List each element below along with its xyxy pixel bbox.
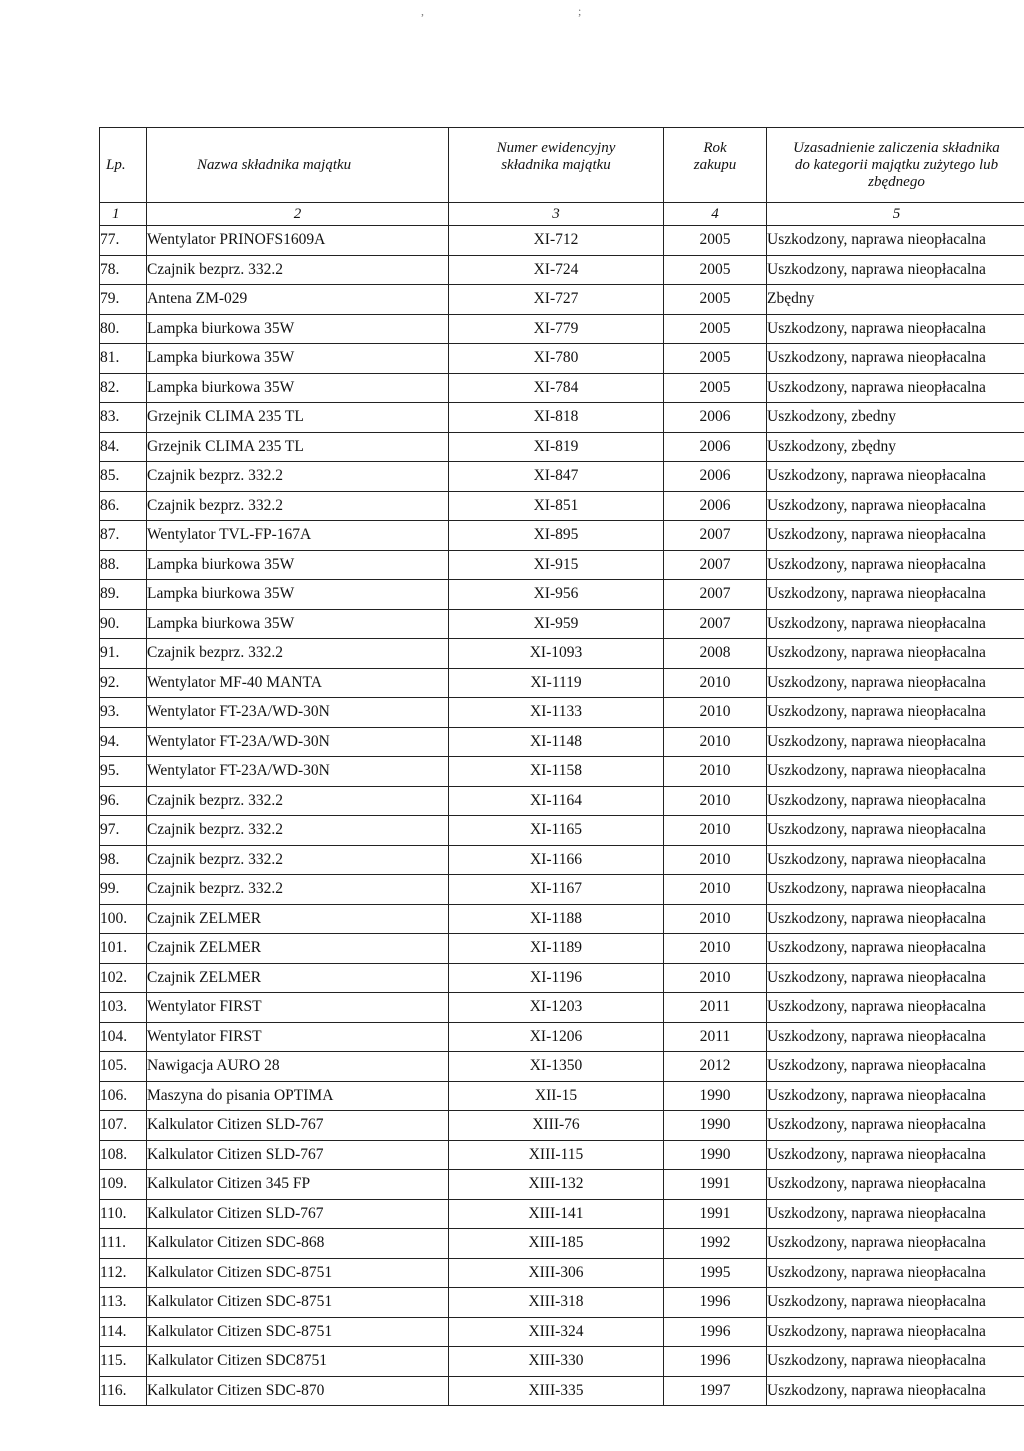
cell-year: 2010 [664,934,767,964]
cell-id: XIII-185 [449,1229,664,1259]
column-number: 3 [449,203,664,226]
cell-name: Wentylator FT-23A/WD-30N [147,757,449,787]
cell-id: XI-1206 [449,1022,664,1052]
cell-name: Lampka biurkowa 35W [147,550,449,580]
cell-id: XI-959 [449,609,664,639]
cell-name: Kalkulator Citizen SDC-870 [147,1376,449,1406]
cell-name: Czajnik bezprz. 332.2 [147,845,449,875]
cell-id: XI-851 [449,491,664,521]
cell-year: 2005 [664,226,767,256]
table-header-row [100,128,1024,203]
cell-reason: Uszkodzony, naprawa nieopłacalna [767,668,1024,698]
cell-name: Lampka biurkowa 35W [147,314,449,344]
cell-lp: 95. [100,757,147,787]
cell-lp: 111. [100,1229,147,1259]
cell-reason: Uszkodzony, naprawa nieopłacalna [767,845,1024,875]
table-row [100,668,1024,698]
table-row [100,963,1024,993]
cell-year: 1991 [664,1170,767,1200]
header-reason-line3: zbędnego [868,173,925,190]
cell-name: Czajnik bezprz. 332.2 [147,462,449,492]
cell-id: XI-724 [449,255,664,285]
table-row [100,285,1024,315]
table-row [100,1288,1024,1318]
cell-year: 2006 [664,403,767,433]
cell-id: XI-779 [449,314,664,344]
cell-lp: 90. [100,609,147,639]
cell-lp: 104. [100,1022,147,1052]
cell-year: 1997 [664,1376,767,1406]
cell-name: Kalkulator Citizen SDC-868 [147,1229,449,1259]
cell-lp: 86. [100,491,147,521]
cell-lp: 91. [100,639,147,669]
table-row [100,993,1024,1023]
cell-year: 2010 [664,816,767,846]
cell-name: Nawigacja AURO 28 [147,1052,449,1082]
cell-reason: Uszkodzony, naprawa nieopłacalna [767,550,1024,580]
header-id-line1: Numer ewidencyjny [496,139,616,156]
column-number: 4 [664,203,767,226]
cell-id: XI-915 [449,550,664,580]
table-row [100,727,1024,757]
table-row [100,521,1024,551]
cell-name: Kalkulator Citizen SLD-767 [147,1199,449,1229]
cell-reason: Uszkodzony, naprawa nieopłacalna [767,1199,1024,1229]
table-row [100,1258,1024,1288]
cell-year: 2007 [664,550,767,580]
cell-reason: Uszkodzony, naprawa nieopłacalna [767,1288,1024,1318]
table-row [100,1170,1024,1200]
cell-lp: 96. [100,786,147,816]
cell-id: XIII-324 [449,1317,664,1347]
cell-lp: 99. [100,875,147,905]
cell-year: 2010 [664,904,767,934]
cell-name: Kalkulator Citizen SDC-8751 [147,1258,449,1288]
cell-lp: 78. [100,255,147,285]
cell-reason: Uszkodzony, naprawa nieopłacalna [767,875,1024,905]
cell-lp: 107. [100,1111,147,1141]
cell-name: Czajnik bezprz. 332.2 [147,255,449,285]
cell-lp: 101. [100,934,147,964]
table-row [100,226,1024,256]
cell-lp: 92. [100,668,147,698]
cell-id: XI-1119 [449,668,664,698]
cell-name: Lampka biurkowa 35W [147,609,449,639]
table-row [100,1199,1024,1229]
cell-lp: 77. [100,226,147,256]
cell-name: Wentylator FIRST [147,993,449,1023]
cell-name: Czajnik ZELMER [147,934,449,964]
cell-lp: 94. [100,727,147,757]
cell-lp: 93. [100,698,147,728]
cell-id: XIII-318 [449,1288,664,1318]
cell-name: Wentylator TVL-FP-167A [147,521,449,551]
cell-year: 2005 [664,344,767,374]
cell-year: 2010 [664,757,767,787]
cell-reason: Uszkodzony, naprawa nieopłacalna [767,314,1024,344]
cell-year: 2005 [664,314,767,344]
cell-id: XI-1188 [449,904,664,934]
page-mark: , [421,4,424,18]
table-row [100,1376,1024,1406]
cell-reason: Uszkodzony, naprawa nieopłacalna [767,580,1024,610]
cell-name: Czajnik bezprz. 332.2 [147,491,449,521]
asset-table [99,127,1024,1406]
cell-id: XI-1133 [449,698,664,728]
cell-reason: Uszkodzony, naprawa nieopłacalna [767,226,1024,256]
cell-id: XIII-132 [449,1170,664,1200]
cell-name: Lampka biurkowa 35W [147,580,449,610]
table-row [100,580,1024,610]
cell-lp: 112. [100,1258,147,1288]
cell-reason: Uszkodzony, naprawa nieopłacalna [767,639,1024,669]
cell-reason: Uszkodzony, naprawa nieopłacalna [767,934,1024,964]
cell-lp: 115. [100,1347,147,1377]
table-row [100,786,1024,816]
header-reason-line1: Uzasadnienie zaliczenia składnika [793,139,1000,156]
cell-id: XIII-306 [449,1258,664,1288]
cell-reason: Uszkodzony, naprawa nieopłacalna [767,491,1024,521]
page-mark: ; [578,4,582,18]
cell-lp: 87. [100,521,147,551]
column-number: 5 [767,203,1024,226]
cell-name: Kalkulator Citizen 345 FP [147,1170,449,1200]
header-id [449,128,664,203]
cell-lp: 85. [100,462,147,492]
cell-year: 2010 [664,875,767,905]
cell-lp: 82. [100,373,147,403]
cell-name: Czajnik bezprz. 332.2 [147,816,449,846]
cell-lp: 83. [100,403,147,433]
table-row [100,845,1024,875]
cell-reason: Uszkodzony, naprawa nieopłacalna [767,1052,1024,1082]
cell-id: XIII-335 [449,1376,664,1406]
cell-name: Kalkulator Citizen SDC-8751 [147,1317,449,1347]
table-row [100,1052,1024,1082]
cell-reason: Uszkodzony, naprawa nieopłacalna [767,816,1024,846]
cell-lp: 108. [100,1140,147,1170]
cell-name: Wentylator FT-23A/WD-30N [147,698,449,728]
cell-year: 2010 [664,963,767,993]
cell-id: XI-1165 [449,816,664,846]
cell-lp: 109. [100,1170,147,1200]
table-row [100,314,1024,344]
cell-name: Czajnik ZELMER [147,963,449,993]
cell-lp: 97. [100,816,147,846]
header-name: Nazwa składnika majątku [147,128,449,203]
cell-id: XIII-141 [449,1199,664,1229]
cell-lp: 80. [100,314,147,344]
table-row [100,1347,1024,1377]
cell-reason: Uszkodzony, naprawa nieopłacalna [767,963,1024,993]
table-row [100,1317,1024,1347]
cell-id: XI-819 [449,432,664,462]
cell-name: Lampka biurkowa 35W [147,373,449,403]
cell-reason: Uszkodzony, naprawa nieopłacalna [767,1170,1024,1200]
header-year [664,128,767,203]
table-row [100,1229,1024,1259]
cell-year: 2007 [664,609,767,639]
cell-reason: Uszkodzony, naprawa nieopłacalna [767,786,1024,816]
cell-lp: 79. [100,285,147,315]
cell-year: 1995 [664,1258,767,1288]
cell-reason: Uszkodzony, naprawa nieopłacalna [767,1376,1024,1406]
cell-id: XI-1196 [449,963,664,993]
cell-name: Kalkulator Citizen SDC8751 [147,1347,449,1377]
table-row [100,1022,1024,1052]
cell-year: 2012 [664,1052,767,1082]
cell-name: Kalkulator Citizen SDC-8751 [147,1288,449,1318]
cell-year: 2010 [664,727,767,757]
cell-reason: Uszkodzony, naprawa nieopłacalna [767,757,1024,787]
cell-id: XI-1093 [449,639,664,669]
header-reason [767,128,1024,203]
cell-year: 2005 [664,255,767,285]
cell-name: Wentylator PRINOFS1609A [147,226,449,256]
cell-id: XIII-115 [449,1140,664,1170]
cell-reason: Uszkodzony, naprawa nieopłacalna [767,462,1024,492]
column-number-row [100,203,1024,226]
table-row [100,403,1024,433]
cell-reason: Uszkodzony, naprawa nieopłacalna [767,1140,1024,1170]
cell-id: XI-1203 [449,993,664,1023]
table-row [100,639,1024,669]
cell-name: Wentylator FT-23A/WD-30N [147,727,449,757]
cell-year: 1996 [664,1317,767,1347]
cell-year: 2006 [664,462,767,492]
cell-id: XI-956 [449,580,664,610]
cell-year: 2010 [664,698,767,728]
cell-reason: Uszkodzony, naprawa nieopłacalna [767,1229,1024,1259]
cell-year: 2005 [664,285,767,315]
cell-year: 1992 [664,1229,767,1259]
cell-year: 2008 [664,639,767,669]
cell-reason: Uszkodzony, naprawa nieopłacalna [767,904,1024,934]
cell-lp: 113. [100,1288,147,1318]
cell-reason: Uszkodzony, naprawa nieopłacalna [767,1258,1024,1288]
table-row [100,875,1024,905]
cell-id: XI-847 [449,462,664,492]
cell-lp: 105. [100,1052,147,1082]
cell-id: XI-784 [449,373,664,403]
cell-id: XI-780 [449,344,664,374]
cell-id: XI-727 [449,285,664,315]
cell-id: XII-15 [449,1081,664,1111]
table-row [100,1111,1024,1141]
cell-lp: 88. [100,550,147,580]
cell-name: Czajnik bezprz. 332.2 [147,639,449,669]
cell-reason: Uszkodzony, zbedny [767,403,1024,433]
cell-name: Kalkulator Citizen SLD-767 [147,1140,449,1170]
cell-reason: Uszkodzony, naprawa nieopłacalna [767,1022,1024,1052]
cell-lp: 106. [100,1081,147,1111]
cell-reason: Uszkodzony, naprawa nieopłacalna [767,609,1024,639]
table-row [100,1081,1024,1111]
cell-reason: Zbędny [767,285,1024,315]
cell-reason: Uszkodzony, naprawa nieopłacalna [767,255,1024,285]
cell-year: 2007 [664,521,767,551]
table-row [100,373,1024,403]
table-row [100,1140,1024,1170]
table-row [100,462,1024,492]
cell-reason: Uszkodzony, naprawa nieopłacalna [767,727,1024,757]
cell-name: Wentylator MF-40 MANTA [147,668,449,698]
table-row [100,491,1024,521]
cell-year: 2006 [664,491,767,521]
table-row [100,609,1024,639]
cell-lp: 110. [100,1199,147,1229]
cell-id: XI-1189 [449,934,664,964]
table-row [100,432,1024,462]
cell-id: XI-1158 [449,757,664,787]
cell-year: 1996 [664,1288,767,1318]
header-lp: Lp. [100,128,147,203]
cell-lp: 114. [100,1317,147,1347]
cell-year: 2007 [664,580,767,610]
cell-reason: Uszkodzony, naprawa nieopłacalna [767,344,1024,374]
cell-name: Czajnik bezprz. 332.2 [147,875,449,905]
cell-id: XI-1148 [449,727,664,757]
cell-year: 1991 [664,1199,767,1229]
cell-lp: 81. [100,344,147,374]
cell-id: XI-818 [449,403,664,433]
cell-reason: Uszkodzony, naprawa nieopłacalna [767,1111,1024,1141]
table-row [100,344,1024,374]
cell-name: Antena ZM-029 [147,285,449,315]
cell-id: XIII-76 [449,1111,664,1141]
header-year-line1: Rok [703,139,727,156]
cell-reason: Uszkodzony, naprawa nieopłacalna [767,1317,1024,1347]
table-row [100,757,1024,787]
cell-name: Wentylator FIRST [147,1022,449,1052]
cell-year: 2010 [664,668,767,698]
cell-id: XI-895 [449,521,664,551]
cell-year: 1990 [664,1111,767,1141]
table-row [100,698,1024,728]
cell-name: Lampka biurkowa 35W [147,344,449,374]
cell-id: XI-1167 [449,875,664,905]
cell-name: Kalkulator Citizen SLD-767 [147,1111,449,1141]
cell-name: Czajnik ZELMER [147,904,449,934]
cell-id: XI-712 [449,226,664,256]
table-row [100,934,1024,964]
cell-year: 2005 [664,373,767,403]
cell-id: XI-1166 [449,845,664,875]
cell-year: 2010 [664,786,767,816]
cell-year: 1990 [664,1081,767,1111]
cell-name: Maszyna do pisania OPTIMA [147,1081,449,1111]
cell-reason: Uszkodzony, naprawa nieopłacalna [767,521,1024,551]
cell-year: 2010 [664,845,767,875]
cell-id: XI-1164 [449,786,664,816]
header-year-line2: zakupu [693,156,737,173]
table-row [100,816,1024,846]
cell-lp: 98. [100,845,147,875]
cell-lp: 84. [100,432,147,462]
cell-reason: Uszkodzony, naprawa nieopłacalna [767,993,1024,1023]
cell-reason: Uszkodzony, naprawa nieopłacalna [767,1347,1024,1377]
cell-lp: 100. [100,904,147,934]
cell-year: 2011 [664,993,767,1023]
cell-reason: Uszkodzony, zbędny [767,432,1024,462]
cell-year: 2006 [664,432,767,462]
cell-year: 1990 [664,1140,767,1170]
cell-reason: Uszkodzony, naprawa nieopłacalna [767,373,1024,403]
cell-lp: 102. [100,963,147,993]
table-row [100,904,1024,934]
cell-reason: Uszkodzony, naprawa nieopłacalna [767,698,1024,728]
column-number: 2 [147,203,449,226]
cell-name: Grzejnik CLIMA 235 TL [147,403,449,433]
cell-lp: 89. [100,580,147,610]
table-row [100,550,1024,580]
header-reason-line2: do kategorii majątku zużytego lub [794,156,999,173]
cell-id: XIII-330 [449,1347,664,1377]
cell-lp: 103. [100,993,147,1023]
cell-id: XI-1350 [449,1052,664,1082]
cell-year: 1996 [664,1347,767,1377]
header-id-line2: składnika majątku [501,156,611,173]
cell-lp: 116. [100,1376,147,1406]
cell-name: Czajnik bezprz. 332.2 [147,786,449,816]
table-row [100,255,1024,285]
cell-year: 2011 [664,1022,767,1052]
column-number: 1 [100,203,147,226]
cell-name: Grzejnik CLIMA 235 TL [147,432,449,462]
cell-reason: Uszkodzony, naprawa nieopłacalna [767,1081,1024,1111]
